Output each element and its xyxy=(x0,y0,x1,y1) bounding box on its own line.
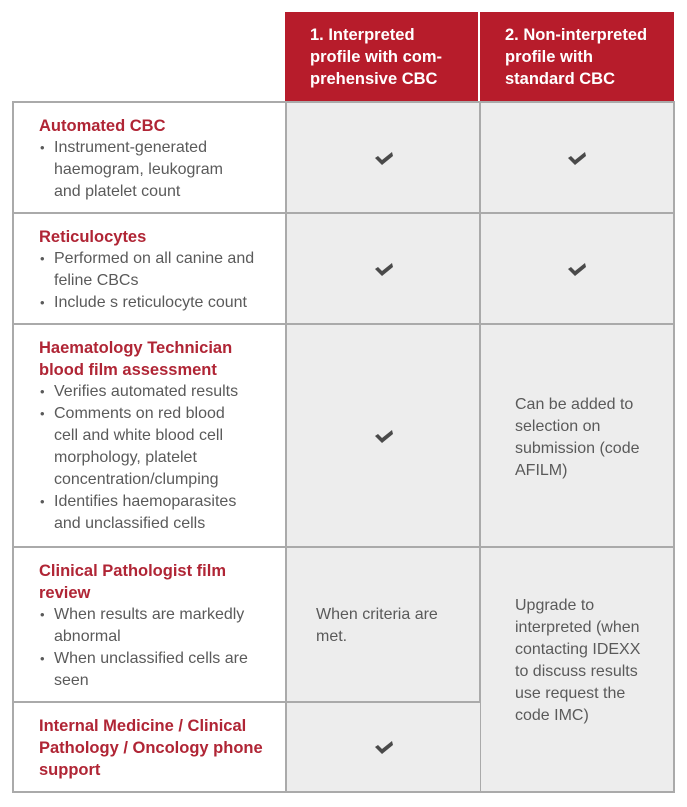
column-header-non-interpreted xyxy=(480,12,674,101)
header-line: prehensive CBC xyxy=(310,70,438,88)
header-line: 2. Non-interpreted xyxy=(505,26,648,44)
header-line: profile with xyxy=(505,48,593,66)
check-icon xyxy=(374,150,394,166)
note-text: Can be added to selection on submission (code AFILM) xyxy=(515,396,640,479)
bullet-list xyxy=(39,381,259,535)
row-title: Reticulocytes xyxy=(39,228,147,246)
check-icon xyxy=(374,428,394,444)
check-icon xyxy=(567,261,587,277)
check-icon xyxy=(567,150,587,166)
header-line: profile with com- xyxy=(310,48,442,66)
bullet-list xyxy=(39,137,239,203)
bullet-item: • When results are markedly abnormal xyxy=(39,604,264,648)
row-title: Clinical Pathologist film review xyxy=(39,562,227,602)
bullet-list xyxy=(39,604,264,692)
cell-reticulocytes-col1 xyxy=(285,212,480,325)
check-icon xyxy=(374,261,394,277)
cell-phone-support-col1 xyxy=(285,701,480,793)
note-text: When criteria are met. xyxy=(316,606,438,645)
header-line: standard CBC xyxy=(505,70,616,88)
column-header-interpreted xyxy=(285,12,478,101)
row-label-reticulocytes xyxy=(12,212,285,325)
row-title: Internal Medicine / Clinical Pathology / Oncology phone support xyxy=(39,717,263,779)
row-label-automated-cbc xyxy=(12,101,285,214)
bullet-item: • When unclassified cells are seen xyxy=(39,648,264,692)
row-label-phone-support xyxy=(12,701,285,793)
bullet-list xyxy=(39,248,264,314)
bullet-item: • Instrument-generated haemogram, leukogram and platelet count xyxy=(39,137,239,203)
bullet-item: • Comments on red blood cell and white blood cell morphology, platelet concentration/clumping xyxy=(39,403,244,491)
bullet-item: • Verifies automated results xyxy=(39,381,259,403)
cell-clinical-pathologist-col1 xyxy=(285,546,480,703)
cell-haematology-technician-col1 xyxy=(285,323,480,548)
cell-reticulocytes-col2 xyxy=(479,212,675,325)
bullet-item: • Identifies haemoparasites and unclassified cells xyxy=(39,491,259,535)
bullet-item: • Include s reticulocyte count xyxy=(39,292,264,314)
row-label-clinical-pathologist xyxy=(12,546,285,703)
cell-haematology-technician-col2 xyxy=(479,323,675,548)
note-text: Upgrade to interpreted (when contacting IDEXX to discuss results use request the code IMC) xyxy=(515,597,641,724)
cell-automated-cbc-col2 xyxy=(479,101,675,214)
row-label-haematology-technician xyxy=(12,323,285,548)
cell-automated-cbc-col1 xyxy=(285,101,480,214)
row-title: Haematology Technician blood film assessment xyxy=(39,339,233,379)
check-icon xyxy=(374,739,394,755)
bullet-item: • Performed on all canine and feline CBCs xyxy=(39,248,264,292)
header-line: 1. Interpreted xyxy=(310,26,415,44)
row-title: Automated CBC xyxy=(39,117,166,135)
cell-clinical-pathologist-phone-support-col2 xyxy=(479,546,675,793)
